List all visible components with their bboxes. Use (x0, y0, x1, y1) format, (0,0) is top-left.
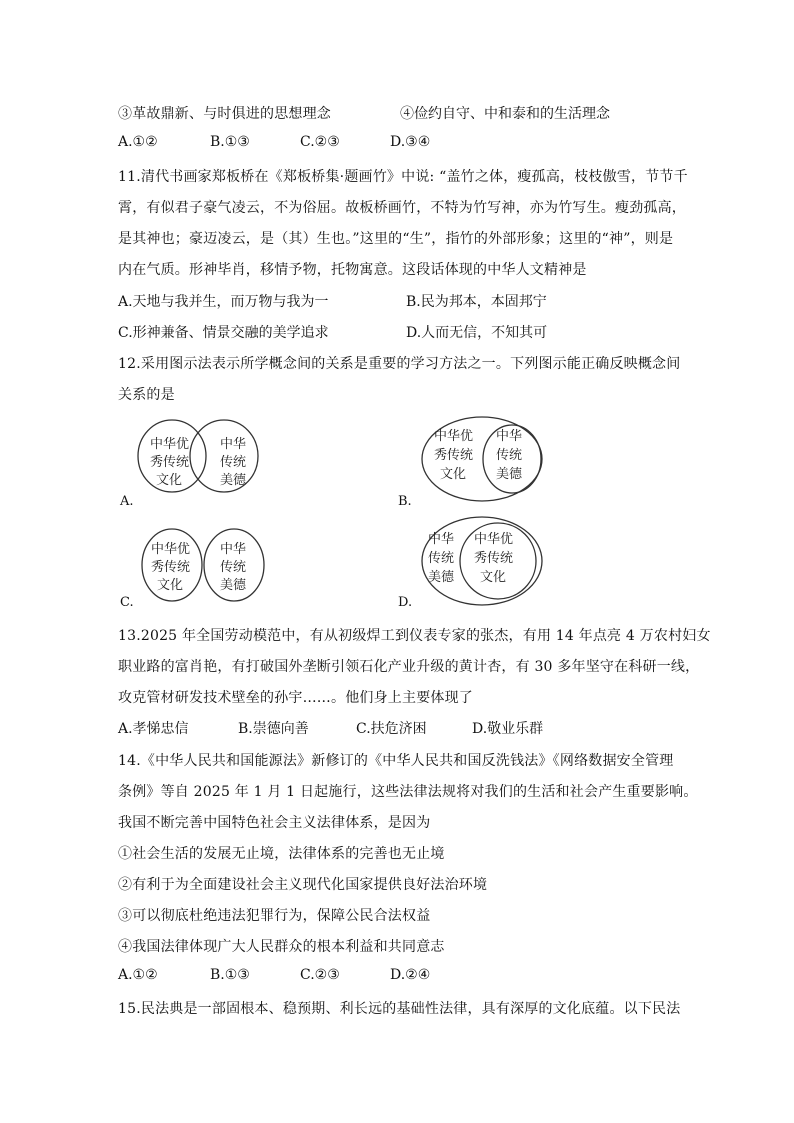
q11-option-b: B.民为邦本，本固邦宁 (406, 294, 547, 310)
venn-diagram-c (140, 527, 270, 607)
diagram-label-b: B. (398, 494, 412, 509)
q14-option-b: B.①③ (210, 967, 250, 983)
venn-a-virtue-line-1: 中华 (220, 437, 247, 452)
venn-d-virtue-line-2: 传统 (428, 551, 455, 566)
q10-option-a: A.①② (118, 134, 158, 150)
q11-stem-line-3: 是其神也；豪迈凌云，是（其）生也。”这里的“生”，指竹的外部形象；这里的“神”，则是 (118, 231, 674, 247)
venn-a-culture-line-1: 中华优 (150, 437, 190, 452)
q14-option-c: C.②③ (300, 967, 340, 983)
venn-b-virtue-line-3: 美德 (496, 467, 523, 482)
venn-d-virtue-line-1: 中华 (428, 532, 455, 547)
q13-option-b: B.崇德向善 (238, 721, 309, 737)
venn-diagram-b (420, 415, 560, 505)
q14-item-2: ②有利于为全面建设社会主义现代化国家提供良好法治环境 (118, 877, 488, 893)
q10-item-3: ③革故鼎新、与时俱进的思想理念 (118, 106, 331, 122)
q14-item-4: ④我国法律体现广大人民群众的根本利益和共同意志 (118, 939, 445, 955)
venn-a-virtue-line-3: 美德 (220, 473, 247, 488)
venn-b-virtue-line-2: 传统 (496, 448, 523, 463)
venn-c-culture-line-2: 秀传统 (151, 560, 191, 575)
q13-stem-line-3: 攻克管材研发技术壁垒的孙宇……。他们身上主要体现了 (118, 690, 473, 706)
venn-c-culture-line-3: 文化 (157, 578, 184, 593)
q11-stem-line-2: 霄，有似君子豪气凌云，不为俗屈。故板桥画竹，不特为竹写神，亦为竹写生。瘦劲孤高， (118, 200, 686, 216)
venn-b-virtue-line-1: 中华 (496, 429, 523, 444)
venn-d-culture-line-1: 中华优 (474, 532, 514, 547)
q14-option-a: A.①② (118, 967, 158, 983)
venn-d-culture-line-2: 秀传统 (474, 551, 514, 566)
venn-c-virtue-line-3: 美德 (220, 578, 247, 593)
q10-item-4: ④俭约自守、中和泰和的生活理念 (400, 106, 610, 122)
q12-stem-line-1: 12.采用图示法表示所学概念间的关系是重要的学习方法之一。下列图示能正确反映概念间 (118, 356, 681, 372)
q14-stem-line-2: 条例》等自 2025 年 1 月 1 日起施行，这些法律法规将对我们的生活和社会产生重要影响。 (118, 784, 698, 800)
venn-a-culture-line-2: 秀传统 (150, 455, 190, 470)
venn-a-culture-line-3: 文化 (156, 473, 183, 488)
venn-diagram-a (130, 418, 270, 498)
q13-stem-line-2: 职业路的富肖艳，有打破国外垄断引领石化产业升级的黄计杏，有 30 多年坚守在科研一线， (118, 659, 700, 675)
venn-d-virtue-line-3: 美德 (428, 570, 455, 585)
q14-item-3: ③可以彻底杜绝违法犯罪行为，保障公民合法权益 (118, 908, 431, 924)
q11-option-a: A.天地与我并生，而万物与我为一 (118, 294, 329, 310)
q14-stem-line-1: 14.《中华人民共和国能源法》新修订的《中华人民共和国反洗钱法》《网络数据安全管理 (118, 753, 674, 769)
q14-stem-line-3: 我国不断完善中国特色社会主义法律体系，是因为 (118, 815, 431, 831)
venn-b-culture-line-3: 文化 (440, 467, 467, 482)
q12-stem-line-2: 关系的是 (118, 387, 175, 403)
venn-c-virtue-line-2: 传统 (220, 560, 247, 575)
q13-stem-line-1: 13.2025 年全国劳动模范中，有从初级焊工到仪表专家的张杰，有用 14 年点亮 4 万农村妇女 (118, 628, 711, 644)
venn-b-culture-line-1: 中华优 (434, 429, 474, 444)
q11-option-c: C.形神兼备、情景交融的美学追求 (118, 325, 329, 341)
diagram-label-a: A. (120, 494, 134, 509)
venn-c-culture-line-1: 中华优 (151, 542, 191, 557)
venn-a-virtue-line-2: 传统 (220, 455, 247, 470)
q10-option-d: D.③④ (390, 134, 431, 150)
q10-option-c: C.②③ (300, 134, 340, 150)
q10-option-b: B.①③ (210, 134, 250, 150)
diagram-label-d: D. (398, 595, 413, 610)
venn-diagram-d (420, 516, 560, 608)
q11-stem-line-4: 内在气质。形神毕肖，移情予物，托物寓意。这段话体现的中华人文精神是 (118, 262, 587, 278)
q14-option-d: D.②④ (390, 967, 431, 983)
venn-b-culture-line-2: 秀传统 (434, 448, 474, 463)
q11-stem-line-1: 11.清代书画家郑板桥在《郑板桥集·题画竹》中说: “盖竹之体，瘦孤高，枝枝傲雪，节节千 (118, 169, 688, 185)
diagram-label-c: C. (120, 595, 134, 610)
q14-item-1: ①社会生活的发展无止境，法律体系的完善也无止境 (118, 846, 445, 862)
q13-option-c: C.扶危济困 (356, 721, 427, 737)
venn-c-virtue-line-1: 中华 (220, 542, 247, 557)
q13-option-a: A.孝悌忠信 (118, 721, 189, 737)
q11-option-d: D.人而无信，不知其可 (406, 325, 548, 341)
venn-d-culture-line-3: 文化 (480, 570, 507, 585)
q13-option-d: D.敬业乐群 (472, 721, 544, 737)
q15-stem-line-1: 15.民法典是一部固根本、稳预期、利长远的基础性法律，具有深厚的文化底蕴。以下民法 (118, 1001, 681, 1017)
